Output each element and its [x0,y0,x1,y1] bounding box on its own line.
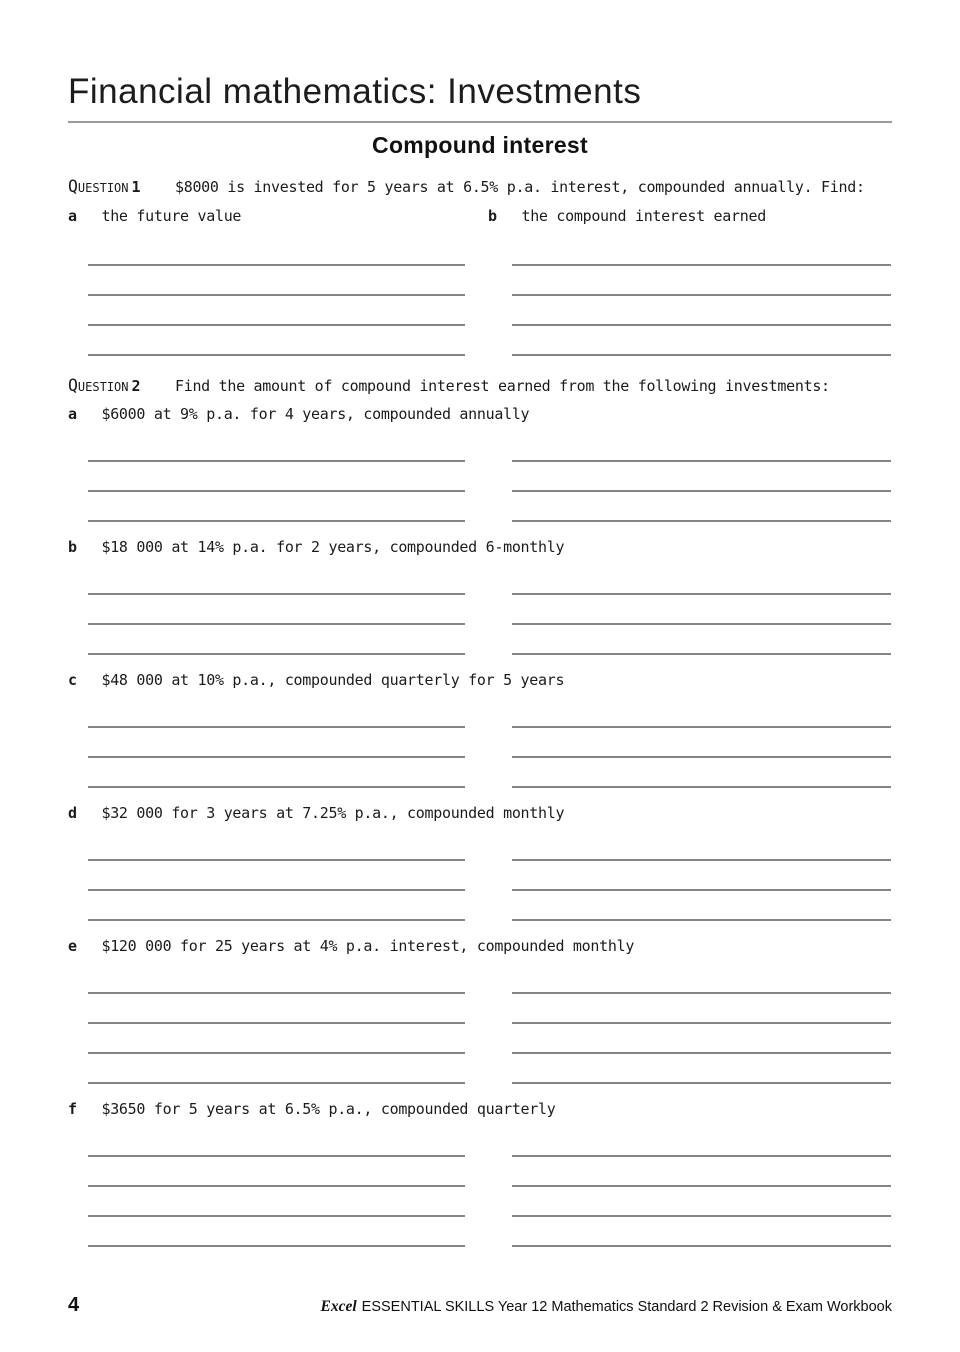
question-2-part-b [68,537,892,557]
answer-line-row [88,994,892,1024]
question-2-part-e [68,936,892,956]
question-prompt: $8000 is invested for 5 years at 6.5% p.a. interest, compounded annually. Find: [174,178,865,196]
part-f-answer-lines [68,1127,892,1247]
question-number: 2 [131,377,141,395]
question-number: 1 [131,178,141,196]
answer-line [88,1157,465,1187]
answer-line-row [88,296,892,326]
answer-line [88,891,465,921]
footer-workbook-title: ESSENTIAL SKILLS Year 12 Mathematics Standard 2 Revision & Exam Workbook [361,1299,892,1315]
part-letter: a [68,207,77,225]
answer-line [512,861,891,891]
answer-line-row [88,728,892,758]
part-a [68,206,488,226]
answer-line-row [88,1217,892,1247]
answer-line-row [88,891,892,921]
part-c-answer-lines [68,698,892,788]
part-letter: d [68,804,77,822]
answer-line [512,758,891,788]
question-label: Question [68,376,129,395]
answer-line [512,728,891,758]
answer-line [88,236,465,266]
page-title: Financial mathematics: Investments [68,72,892,123]
part-text: the compound interest earned [521,207,766,225]
question-2-part-a [68,404,892,424]
part-text: $6000 at 9% p.a. for 4 years, compounded annually [101,405,530,423]
answer-line [512,266,891,296]
answer-line [88,861,465,891]
answer-line [512,1187,891,1217]
question-1-header [68,177,892,197]
answer-line [512,595,891,625]
answer-line [512,891,891,921]
answer-line-row [88,861,892,891]
answer-line [88,432,465,462]
part-text: $120 000 for 25 years at 4% p.a. interest, compounded monthly [101,937,635,955]
worksheet-page [0,72,960,1352]
page-number: 4 [68,1294,80,1316]
answer-line [512,994,891,1024]
question-2-part-f [68,1099,892,1119]
answer-line [512,492,891,522]
part-text: $3650 for 5 years at 6.5% p.a., compounded quarterly [101,1100,556,1118]
answer-line [512,831,891,861]
answer-line-row [88,831,892,861]
part-letter: c [68,671,77,689]
question-label: Question [68,177,129,196]
question-1-answer-lines [68,236,892,356]
answer-line [512,462,891,492]
answer-line [512,698,891,728]
answer-line [88,296,465,326]
answer-line-row [88,1024,892,1054]
answer-line-row [88,1157,892,1187]
answer-line [88,1187,465,1217]
page-footer [68,1294,892,1317]
answer-line [512,432,891,462]
answer-line [88,1054,465,1084]
answer-line-row [88,1054,892,1084]
answer-line-row [88,492,892,522]
part-d-answer-lines [68,831,892,921]
answer-line [512,326,891,356]
question-1-parts [68,206,892,226]
brand-name: Excel [320,1298,357,1315]
answer-line [88,831,465,861]
answer-line [88,462,465,492]
part-letter: f [68,1100,77,1118]
part-b [488,206,766,226]
answer-line [88,698,465,728]
answer-line [512,1217,891,1247]
answer-line [512,296,891,326]
part-letter: a [68,405,77,423]
answer-line-row [88,595,892,625]
answer-line-row [88,236,892,266]
part-letter: e [68,937,77,955]
answer-line [88,964,465,994]
answer-line-row [88,964,892,994]
answer-line-row [88,625,892,655]
answer-line-row [88,698,892,728]
part-a-answer-lines [68,432,892,522]
question-2-part-d [68,803,892,823]
answer-line [512,1024,891,1054]
part-text: $48 000 at 10% p.a., compounded quarterly for 5 years [101,671,565,689]
answer-line [88,994,465,1024]
answer-line [512,236,891,266]
question-prompt: Find the amount of compound interest earned from the following investments: [174,377,830,395]
part-letter: b [68,538,77,556]
answer-line [88,728,465,758]
part-letter: b [488,207,497,225]
answer-line [88,1217,465,1247]
answer-line [512,565,891,595]
footer-text [321,1298,892,1316]
answer-line [512,625,891,655]
answer-line-row [88,758,892,788]
question-2-part-c [68,670,892,690]
part-text: $18 000 at 14% p.a. for 2 years, compounded 6-monthly [101,538,565,556]
answer-line [88,1127,465,1157]
answer-line [88,595,465,625]
part-b-answer-lines [68,565,892,655]
answer-line-row [88,1187,892,1217]
answer-line-row [88,1127,892,1157]
answer-line [512,964,891,994]
question-2-header [68,376,892,396]
answer-line-row [88,432,892,462]
answer-line [512,1127,891,1157]
answer-line-row [88,266,892,296]
part-text: $32 000 for 3 years at 7.25% p.a., compounded monthly [101,804,565,822]
answer-line [88,1024,465,1054]
part-e-answer-lines [68,964,892,1084]
answer-line [88,625,465,655]
section-heading: Compound interest [372,132,588,158]
answer-line-row [88,326,892,356]
part-text: the future value [101,207,242,225]
answer-line [88,758,465,788]
answer-line [88,565,465,595]
answer-line [88,326,465,356]
answer-line-row [88,565,892,595]
answer-line [512,1054,891,1084]
answer-line [88,266,465,296]
answer-line [512,1157,891,1187]
answer-line-row [88,462,892,492]
answer-line [88,492,465,522]
